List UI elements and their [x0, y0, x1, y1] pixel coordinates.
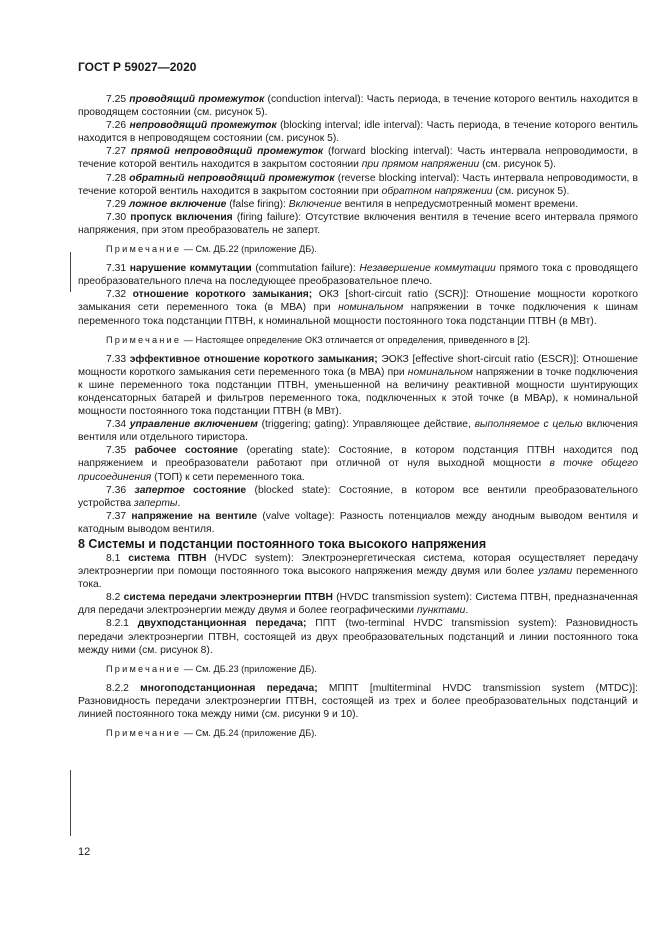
definition-number: 8.2	[106, 592, 121, 604]
definition-item	[78, 211, 638, 237]
definition-number: 7.35	[106, 445, 127, 457]
definition-term: непроводящий промежуток	[129, 120, 277, 132]
definition-text: ОКЗ [short-circuit ratio (SCR)]: Отношение мощности короткого замыкания сети переменного тока (в МВА) при	[78, 289, 638, 314]
section-title: 8 Системы и подстанции постоянного тока высокого напряжения	[78, 537, 487, 551]
definition-number: 7.37	[106, 510, 127, 522]
section-heading	[78, 536, 638, 552]
definition-item	[78, 444, 638, 483]
definition-text: (conduction interval): Часть периода, в течение которого вентиль находится в проводящем состоянии (см. рисунок 5).	[78, 94, 638, 119]
definition-number: 8.2.1	[106, 618, 129, 630]
definition-term: проводящий промежуток	[129, 94, 265, 105]
note-text: — См. ДБ.24 (приложение ДБ).	[181, 728, 317, 739]
definition-item	[78, 172, 638, 198]
definition-number: 7.30	[106, 211, 127, 223]
note-label: Примечание	[106, 728, 182, 739]
definition-term: нарушение коммутации	[129, 263, 252, 275]
document-body	[78, 93, 638, 746]
definition-text-cont: напряжении в точке подключения к шинам переменного тока подстанции ПТВН, к номинальной мощности постоянного тока подстанции ПТВН (в МВт).	[78, 302, 638, 327]
definition-text: (valve voltage): Разность потенциалов между анодным выводом вентиля и катодным выводом вентиля.	[78, 510, 638, 535]
note-label: Примечание	[106, 334, 182, 345]
definition-emphasis: в точке общего присоединения	[78, 458, 638, 483]
definition-emphasis: обратном напряжении	[381, 185, 493, 197]
definition-term: многоподстанционная передача;	[140, 682, 318, 694]
definition-term: рабочее состояние	[134, 445, 238, 457]
definition-emphasis: заперты	[133, 497, 178, 509]
definition-term: ложное включение	[128, 198, 227, 210]
definition-item	[78, 682, 638, 721]
definition-item	[78, 288, 638, 327]
definition-emphasis: пунктами	[416, 605, 466, 617]
definition-text: (false firing):	[226, 198, 289, 210]
definition-text-cont: .	[177, 497, 181, 509]
definition-text: (blocking interval; idle interval): Часть периода, в течение которого вентиль находится в непроводящем состоянии (см. рисунок 5).	[78, 120, 638, 145]
definition-number: 7.31	[106, 263, 127, 275]
definition-number: 8.2.2	[106, 682, 129, 694]
definition-text-cont: переменного тока.	[78, 566, 638, 591]
definition-text-cont: прямого тока с проводящего преобразовательного плеча на последующее преобразовательное плечо.	[78, 263, 638, 288]
note	[78, 243, 638, 256]
definition-text: (firing failure): Отсутствие включения вентиля в течение всего интервала прямого напряжения, при этом преобразователь не заперт.	[78, 211, 639, 236]
definition-text-cont: вентиля в непредусмотренный момент времени.	[341, 198, 579, 210]
definition-number: 7.26	[106, 120, 127, 132]
note	[78, 727, 638, 740]
definition-item	[78, 145, 638, 171]
definition-item	[78, 418, 638, 444]
definition-text: (commutation failure):	[251, 263, 360, 275]
definition-emphasis: номинальном	[407, 366, 473, 378]
definition-term: запертое	[134, 484, 185, 496]
definition-number: 7.28	[106, 172, 127, 184]
definition-text: (blocked state): Состояние, в котором все вентили преобразовательного устройства	[78, 484, 638, 509]
definition-number: 7.36	[106, 484, 127, 496]
definition-item	[78, 552, 638, 591]
definition-text: ППТ (two-terminal HVDC transmission system): Разновидность передачи электроэнергии ПТВН, состоящей из двух преобразовательных подстанций и линии постоянного тока между ними (см. рисунок 8).	[78, 618, 638, 656]
definition-term: система передачи электроэнергии ПТВН	[123, 592, 333, 604]
definition-text-cont: (см. рисунок 5).	[492, 185, 570, 197]
note-label: Примечание	[106, 663, 182, 674]
definition-text-cont: (см. рисунок 5).	[479, 159, 557, 171]
definition-number: 7.25	[106, 94, 127, 105]
definition-number: 7.29	[106, 198, 127, 210]
definition-emphasis: Незавершение коммутации	[359, 263, 496, 275]
definition-item	[78, 198, 638, 211]
definition-term-cont: состояние	[184, 484, 247, 496]
definition-item	[78, 93, 638, 119]
definition-emphasis: узлами	[538, 566, 573, 578]
definition-text: (reverse blocking interval): Часть интервала непроводимости, в течение которой вентиль находится в закрытом состоянии при	[78, 172, 638, 197]
definition-term: двухподстанционная передача;	[137, 618, 307, 630]
definition-emphasis: выполняемое с целью	[474, 419, 583, 431]
definition-emphasis: Включение	[288, 198, 342, 210]
page-number: 12	[78, 846, 91, 858]
definition-text: ЭОКЗ [effective short-circuit ratio (ESCR)]: Отношение мощности короткого замыкания сети переменного тока (в МВА) при	[78, 353, 638, 378]
document-header: ГОСТ Р 59027—2020	[78, 60, 197, 74]
definition-item	[78, 353, 638, 418]
definition-term: отношение короткого замыкания;	[132, 289, 313, 301]
note-text: — Настоящее определение ОКЗ отличается от определения, приведенного в [2].	[181, 334, 531, 345]
definition-emphasis: номинальном	[338, 302, 404, 314]
definition-item	[78, 617, 638, 656]
definition-text: (forward blocking interval): Часть интервала непроводимости, в течение которой вентиль находится в закрытом состоянии	[78, 146, 638, 171]
definition-text-cont: напряжении в точке подключения к шине переменного тока подстанции ПТВН, уменьшенной на величину реактивной мощности шунтирующих конденсаторных батарей и фильтров переменного тока, подключенных к этой точке (в МВАр), к номинальной мощности постоянного тока подстанции ПТВН (в МВт).	[78, 366, 638, 418]
definition-number: 7.27	[106, 146, 127, 158]
note-text: — См. ДБ.23 (приложение ДБ).	[181, 663, 317, 674]
note	[78, 663, 638, 676]
definition-number: 7.32	[106, 289, 127, 301]
definition-item	[78, 119, 638, 145]
note-text: — См. ДБ.22 (приложение ДБ).	[181, 244, 317, 255]
definition-item	[78, 484, 638, 510]
definition-text: (HVDC system): Электроэнергетическая система, которая осуществляет передачу электроэнергии при помощи постоянного тока высокого напряжения между двумя или более	[78, 553, 638, 578]
definition-term: управление включением	[129, 419, 258, 431]
definition-term: прямой непроводящий промежуток	[130, 146, 324, 158]
definition-number: 7.34	[106, 419, 127, 431]
definition-text: (HVDC transmission system): Система ПТВН, предназначенная для передачи электроэнергии между двумя и более географическими	[78, 592, 638, 617]
definition-term: обратный непроводящий промежуток	[129, 172, 335, 184]
definition-item	[78, 510, 638, 536]
definition-text: (operating state): Состояние, в котором подстанция ПТВН находится под напряжением и преобразователи работают при отличной от нуля выходной мощности	[78, 445, 639, 470]
definition-term: напряжение на вентиле	[131, 510, 258, 522]
definition-text: МППТ [multiterminal HVDC transmission system (MTDC)]: Разновидность передачи электроэнергии ПТВН, состоящей из трех и более преобразовательных подстанций и линией постоянного тока между ними (см. рисунки 9 и 10).	[78, 682, 638, 721]
change-bar	[70, 770, 71, 836]
definition-emphasis: при прямом напряжении	[361, 159, 480, 171]
definition-item	[78, 262, 638, 288]
definition-item	[78, 591, 638, 617]
definition-number: 7.33	[106, 353, 127, 365]
definition-term: пропуск включения	[130, 211, 233, 223]
definition-term: система ПТВН	[128, 553, 207, 564]
definition-text-cont: включения вентиля или отдельного тиристора.	[78, 419, 638, 444]
change-bar	[70, 252, 71, 292]
definition-term: эффективное отношение короткого замыкания;	[129, 353, 378, 365]
note-label: Примечание	[106, 244, 182, 255]
definition-text-cont: (ТОП) к сети переменного тока.	[151, 471, 305, 483]
note	[78, 334, 638, 347]
definition-number: 8.1	[106, 553, 121, 564]
definition-text-cont: .	[465, 605, 469, 617]
definition-text: (triggering; gating): Управляющее действие,	[257, 419, 475, 431]
